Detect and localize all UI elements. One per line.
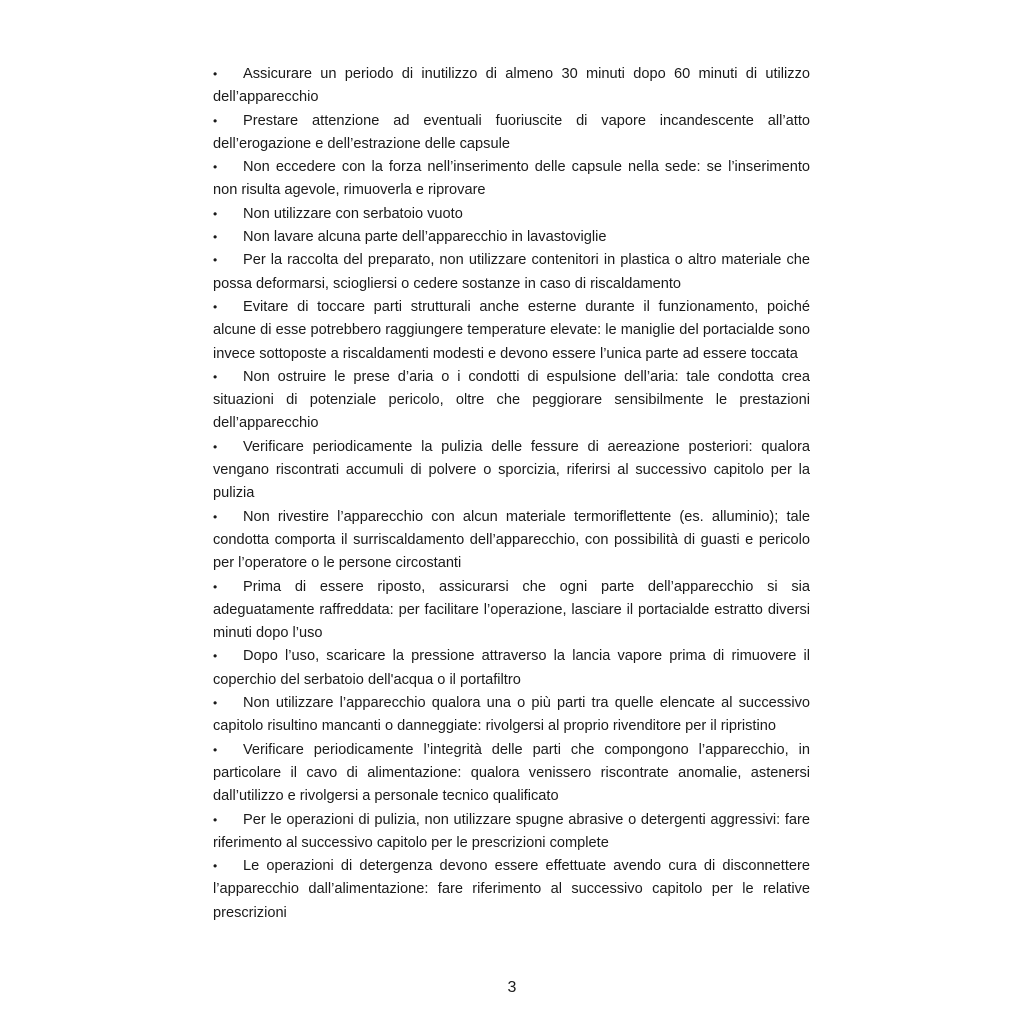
list-item-text: Per le operazioni di pulizia, non utilizzare spugne abrasive o detergenti aggressivi: fare riferimento al successivo capitolo per le prescrizioni complete [213, 811, 810, 851]
bullet-icon: • [213, 439, 218, 454]
list-item [213, 110, 810, 157]
list-item [213, 739, 810, 809]
list-item-text: Non utilizzare l’apparecchio qualora una o più parti tra quelle elencate al successivo capitolo risultino mancanti o danneggiate: rivolgersi al proprio rivenditore per il ripristino [213, 695, 810, 735]
list-item-text: Non ostruire le prese d’aria o i condotti di espulsione dell’aria: tale condotta crea situazioni di potenziale pericolo, oltre che peggiorare sensibilmente le prestazioni dell’apparecchio [213, 368, 810, 432]
list-item [213, 506, 810, 576]
list-item [213, 203, 810, 226]
list-item-text: Le operazioni di detergenza devono essere effettuate avendo cura di disconnettere l’apparecchio dall’alimentazione: fare riferimento al successivo capitolo per le relative prescrizioni [213, 858, 810, 921]
bullet-icon: • [213, 579, 218, 594]
bullet-icon: • [213, 230, 218, 245]
safety-bullet-list [213, 63, 810, 925]
list-item-text: Non lavare alcuna parte dell’apparecchio in lavastoviglie [243, 229, 607, 246]
list-item-text: Verificare periodicamente l’integrità delle parti che compongono l’apparecchio, in particolare il cavo di alimentazione: qualora venissero riscontrate anomalie, astenersi dall’utilizzo e rivolgersi a personale tecnico qualificato [213, 741, 810, 805]
list-item-text: Per la raccolta del preparato, non utilizzare contenitori in plastica o altro materiale che possa deformarsi, sciogliersi o cedere sostanze in caso di riscaldamento [213, 252, 810, 292]
list-item [213, 63, 810, 110]
bullet-icon: • [213, 253, 218, 268]
list-item [213, 436, 810, 506]
list-item-text: Non utilizzare con serbatoio vuoto [243, 205, 463, 222]
list-item [213, 809, 810, 856]
bullet-icon: • [213, 299, 218, 314]
list-item-text: Evitare di toccare parti strutturali anche esterne durante il funzionamento, poiché alcune di esse potrebbero raggiungere temperature elevate: le maniglie del portacialde sono invece sottoposte a riscaldamenti modesti e devono essere l’unica parte ad essere toccata [213, 298, 810, 362]
bullet-icon: • [213, 509, 218, 524]
list-item [213, 576, 810, 646]
page-number: 3 [507, 979, 517, 996]
bullet-icon: • [213, 67, 218, 81]
list-item-text: Verificare periodicamente la pulizia delle fessure di aereazione posteriori: qualora vengano riscontrati accumuli di polvere o sporcizia, riferirsi al successivo capitolo per la pulizia [213, 438, 810, 502]
list-item [213, 296, 810, 366]
list-item-text: Prima di essere riposto, assicurarsi che ogni parte dell’apparecchio si sia adeguatamente raffreddata: per facilitare l’operazione, lasciare il portacialde estratto diversi minuti dopo l’uso [213, 578, 810, 642]
list-item-text: Assicurare un periodo di inutilizzo di almeno 30 minuti dopo 60 minuti di utilizzo dell’apparecchio [213, 66, 810, 106]
list-item [213, 692, 810, 739]
list-item-text: Non rivestire l’apparecchio con alcun materiale termoriflettente (es. alluminio); tale condotta comporta il surriscaldamento dell’apparecchio, con possibilità di guasti e pericolo per l’operatore o le persone circostanti [213, 508, 810, 572]
bullet-icon: • [213, 369, 218, 384]
bullet-icon: • [213, 812, 218, 827]
list-item [213, 366, 810, 436]
bullet-icon: • [213, 742, 218, 757]
bullet-icon: • [213, 859, 218, 874]
bullet-icon: • [213, 113, 218, 128]
bullet-icon: • [213, 696, 218, 711]
bullet-icon: • [213, 160, 218, 175]
list-item [213, 855, 810, 925]
list-item [213, 156, 810, 203]
list-item-text: Dopo l’uso, scaricare la pressione attraverso la lancia vapore prima di rimuovere il coperchio del serbatoio dell'acqua o il portafiltro [213, 648, 810, 688]
list-item-text: Prestare attenzione ad eventuali fuoriuscite di vapore incandescente all’atto dell’erogazione e dell’estrazione delle capsule [213, 112, 810, 152]
bullet-icon: • [213, 206, 218, 221]
list-item [213, 226, 810, 249]
list-item [213, 249, 810, 296]
bullet-icon: • [213, 649, 218, 664]
list-item [213, 645, 810, 692]
list-item-text: Non eccedere con la forza nell’inserimento delle capsule nella sede: se l’inserimento non risulta agevole, rimuoverla e riprovare [213, 159, 810, 199]
